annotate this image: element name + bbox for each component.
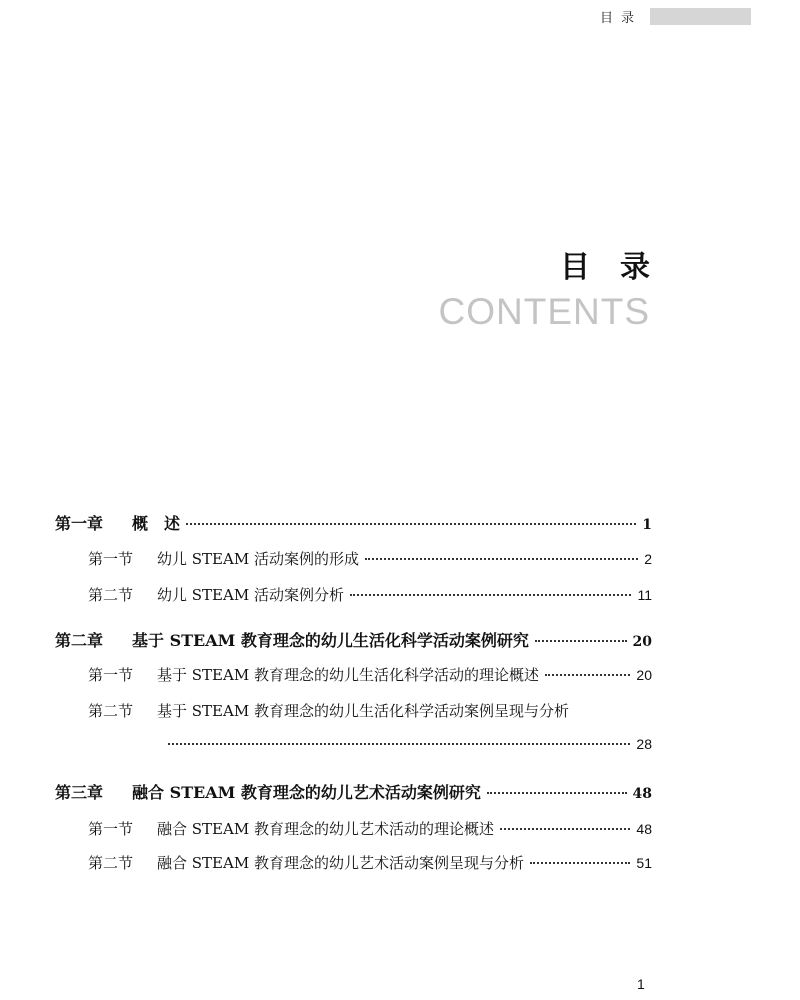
dot-leader <box>365 557 638 560</box>
toc-page-number: 48 <box>636 821 652 837</box>
toc-page-number: 11 <box>637 587 652 603</box>
dot-leader <box>350 593 631 596</box>
running-header-title: 目录 <box>600 11 643 26</box>
footer-page-number: 1 <box>637 976 645 992</box>
toc-chapter-number: 第一章 <box>55 514 104 533</box>
toc-section-2-1[interactable] <box>88 664 652 685</box>
toc-chapter-2[interactable] <box>55 628 652 651</box>
toc-section-title: 幼儿 STEAM 活动案例分析 <box>157 586 344 604</box>
toc-section-number: 第一节 <box>88 550 134 568</box>
toc-page-number: 1 <box>642 517 652 533</box>
toc-chapter-title: 概 述 <box>132 514 181 533</box>
toc-section-3-2[interactable] <box>88 852 652 873</box>
toc-section-number: 第二节 <box>88 702 134 720</box>
dot-leader <box>530 861 630 864</box>
toc-section-number: 第一节 <box>88 666 134 684</box>
toc-chapter-1[interactable] <box>55 511 652 534</box>
page-title: 目录 <box>560 250 680 285</box>
toc-page-number: 2 <box>644 551 652 567</box>
toc-section-1-1[interactable] <box>88 548 652 569</box>
toc-section-1-2[interactable] <box>88 584 652 605</box>
toc-page-number: 20 <box>632 634 652 650</box>
dot-leader <box>487 791 627 794</box>
toc-section-title: 融合 STEAM 教育理念的幼儿艺术活动案例呈现与分析 <box>157 854 524 872</box>
toc-section-title: 基于 STEAM 教育理念的幼儿生活化科学活动案例呈现与分析 <box>157 702 569 720</box>
page-title-english: CONTENTS <box>438 291 650 332</box>
toc-section-number: 第二节 <box>88 586 134 604</box>
dot-leader <box>545 673 630 676</box>
toc-section-title: 幼儿 STEAM 活动案例的形成 <box>157 550 359 568</box>
toc-section-3-1[interactable] <box>88 818 652 839</box>
toc-section-number: 第一节 <box>88 820 134 838</box>
dot-leader <box>186 522 636 525</box>
toc-section-title: 基于 STEAM 教育理念的幼儿生活化科学活动的理论概述 <box>157 666 539 684</box>
toc-chapter-3[interactable] <box>55 780 652 803</box>
toc-section-number: 第二节 <box>88 854 134 872</box>
toc-section-2-2[interactable] <box>88 700 652 721</box>
toc-chapter-number: 第三章 <box>55 783 104 802</box>
toc-page-number: 20 <box>636 667 652 683</box>
toc-section-title: 融合 STEAM 教育理念的幼儿艺术活动的理论概述 <box>157 820 494 838</box>
toc-section-2-2-continuation[interactable] <box>168 736 652 752</box>
toc-chapter-title: 基于 STEAM 教育理念的幼儿生活化科学活动案例研究 <box>132 631 529 650</box>
toc-page-number: 48 <box>632 786 652 802</box>
dot-leader <box>168 742 630 745</box>
toc-chapter-number: 第二章 <box>55 631 104 650</box>
dot-leader <box>500 827 630 830</box>
dot-leader <box>535 639 627 642</box>
toc-page-number: 28 <box>636 736 652 752</box>
toc-chapter-title: 融合 STEAM 教育理念的幼儿艺术活动案例研究 <box>132 783 481 802</box>
toc-page-number: 51 <box>636 855 652 871</box>
